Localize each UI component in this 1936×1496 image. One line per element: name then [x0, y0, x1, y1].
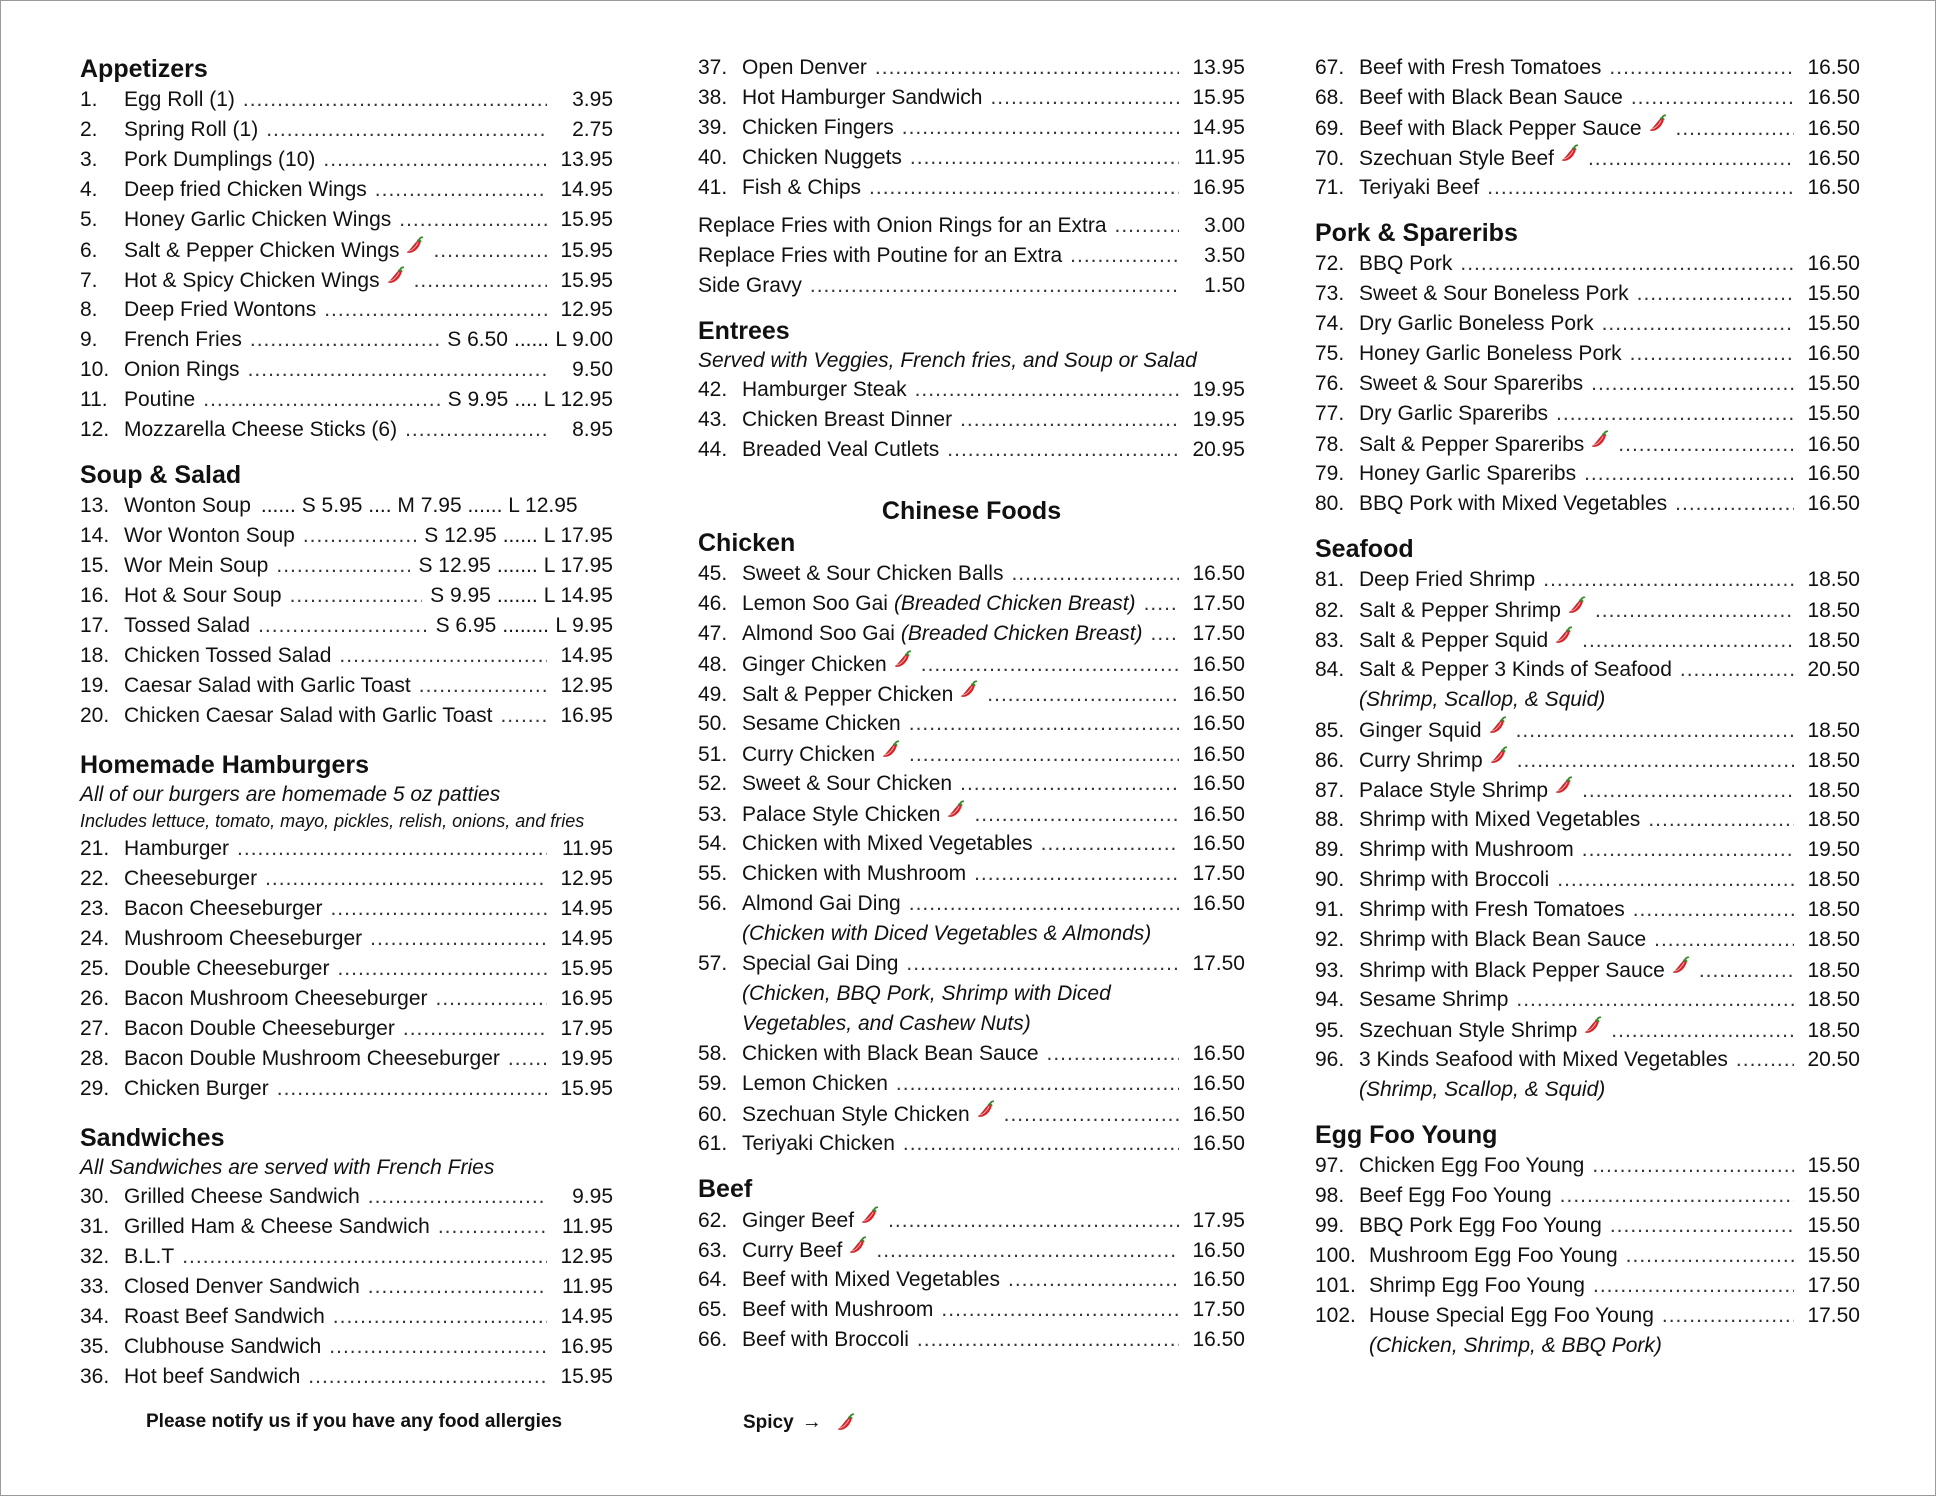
- chili-pepper-icon: [1552, 775, 1574, 797]
- section-title-sandwiches: Sandwiches: [80, 1124, 225, 1152]
- menu-column-right: [1315, 53, 1860, 1361]
- chili-pepper-icon: [957, 679, 979, 701]
- menu-item: 4. Deep fried Chicken Wings ..... 14.95: [80, 175, 613, 205]
- section-title-soup-salad: Soup & Salad: [80, 461, 242, 489]
- menu-item: 101. Shrimp Egg Foo Young ..... 17.50: [1315, 1271, 1860, 1301]
- chili-pepper-icon: [858, 1205, 880, 1227]
- menu-item: 32. B.L.T ..... 12.95: [80, 1242, 613, 1272]
- menu-item: 41. Fish & Chips ..... 16.95: [698, 173, 1245, 203]
- chinese-foods-title: Chinese Foods: [881, 497, 1062, 525]
- menu-item: 57. Special Gai Ding ..... 17.50: [698, 949, 1245, 979]
- menu-item: 34. Roast Beef Sandwich ..... 14.95: [80, 1302, 613, 1332]
- menu-item: 99. BBQ Pork Egg Foo Young ..... 15.50: [1315, 1211, 1860, 1241]
- menu-item: 6. Salt & Pepper Chicken Wings ..... 15.95: [80, 235, 613, 265]
- menu-item: 76. Sweet & Sour Spareribs ..... 15.50: [1315, 369, 1860, 399]
- chili-pepper-icon: [1558, 143, 1580, 165]
- menu-item: 15. Wor Mein Soup ..... S 12.95 ....... L 17.95: [80, 551, 613, 581]
- chili-pepper-icon: [1565, 595, 1587, 617]
- menu-item: 64. Beef with Mixed Vegetables ..... 16.50: [698, 1265, 1245, 1295]
- section-note: Served with Veggies, French fries, and Soup or Salad: [698, 349, 1197, 372]
- chili-pepper-icon: [1588, 429, 1610, 451]
- menu-item: 95. Szechuan Style Shrimp ..... 18.50: [1315, 1015, 1860, 1045]
- menu-item: 19. Caesar Salad with Garlic Toast ..... 12.95: [80, 671, 613, 701]
- menu-item: 66. Beef with Broccoli ..... 16.50: [698, 1325, 1245, 1355]
- menu-item: 7. Hot & Spicy Chicken Wings ..... 15.95: [80, 265, 613, 295]
- chili-pepper-icon: [1552, 625, 1574, 647]
- menu-column-middle: [698, 53, 1245, 1355]
- section-title-hamburgers: Homemade Hamburgers: [80, 751, 369, 779]
- allergy-note: Please notify us if you have any food allergies: [146, 1411, 563, 1432]
- item-description: (Chicken, Shrimp, & BBQ Pork): [1369, 1334, 1662, 1357]
- menu-item: 56. Almond Gai Ding ..... 16.50: [698, 889, 1245, 919]
- chili-pepper-icon: [1581, 1015, 1603, 1037]
- menu-item: 84. Salt & Pepper 3 Kinds of Seafood ..... 20.50: [1315, 655, 1860, 685]
- menu-item: 43. Chicken Breast Dinner ..... 19.95: [698, 405, 1245, 435]
- menu-item: 90. Shrimp with Broccoli ..... 18.50: [1315, 865, 1860, 895]
- menu-item: 14. Wor Wonton Soup ..... S 12.95 ...... L 17.95: [80, 521, 613, 551]
- menu-item: 96. 3 Kinds Seafood with Mixed Vegetables ..... 20.50: [1315, 1045, 1860, 1075]
- menu-item: 79. Honey Garlic Spareribs ..... 16.50: [1315, 459, 1860, 489]
- section-title-entrees: Entrees: [698, 317, 790, 345]
- menu-item: 85. Ginger Squid ..... 18.50: [1315, 715, 1860, 745]
- menu-item: 2. Spring Roll (1) ..... 2.75: [80, 115, 613, 145]
- menu-item: 52. Sweet & Sour Chicken ..... 16.50: [698, 769, 1245, 799]
- menu-item: 94. Sesame Shrimp ..... 18.50: [1315, 985, 1860, 1015]
- menu-item: 38. Hot Hamburger Sandwich ..... 15.95: [698, 83, 1245, 113]
- spicy-legend: [743, 1411, 856, 1434]
- arrow-right-icon: →: [801, 1411, 822, 1433]
- chili-pepper-icon: [834, 1412, 856, 1434]
- menu-item: 68. Beef with Black Bean Sauce ..... 16.50: [1315, 83, 1860, 113]
- menu-item: 65. Beef with Mushroom ..... 17.50: [698, 1295, 1245, 1325]
- menu-item: 86. Curry Shrimp ..... 18.50: [1315, 745, 1860, 775]
- extra-option: Side Gravy ..... 1.50: [698, 271, 1245, 301]
- menu-item: 98. Beef Egg Foo Young ..... 15.50: [1315, 1181, 1860, 1211]
- menu-item: 46. Lemon Soo Gai (Breaded Chicken Breast) ..... 17.50: [698, 589, 1245, 619]
- menu-item: 39. Chicken Fingers ..... 14.95: [698, 113, 1245, 143]
- menu-item: 48. Ginger Chicken ..... 16.50: [698, 649, 1245, 679]
- item-description: Vegetables, and Cashew Nuts): [742, 1012, 1031, 1035]
- menu-item: 74. Dry Garlic Boneless Pork ..... 15.50: [1315, 309, 1860, 339]
- chili-pepper-icon: [1646, 113, 1668, 135]
- menu-item: 40. Chicken Nuggets ..... 11.95: [698, 143, 1245, 173]
- menu-item: 49. Salt & Pepper Chicken ..... 16.50: [698, 679, 1245, 709]
- section-title-beef: Beef: [698, 1175, 753, 1203]
- menu-item: 47. Almond Soo Gai (Breaded Chicken Breast) ..... 17.50: [698, 619, 1245, 649]
- menu-item: 28. Bacon Double Mushroom Cheeseburger ..... 19.95: [80, 1044, 613, 1074]
- menu-item: 13. Wonton Soup ...... S 5.95 .... M 7.95 ...... L 12.95: [80, 494, 578, 517]
- item-description: (Shrimp, Scallop, & Squid): [1359, 1078, 1606, 1101]
- menu-item: 60. Szechuan Style Chicken ..... 16.50: [698, 1099, 1245, 1129]
- menu-item: 16. Hot & Sour Soup ..... S 9.95 ....... L 14.95: [80, 581, 613, 611]
- menu-item: 81. Deep Fried Shrimp ..... 18.50: [1315, 565, 1860, 595]
- menu-item: 77. Dry Garlic Spareribs ..... 15.50: [1315, 399, 1860, 429]
- menu-item: 69. Beef with Black Pepper Sauce ..... 16.50: [1315, 113, 1860, 143]
- menu-item: 44. Breaded Veal Cutlets ..... 20.95: [698, 435, 1245, 465]
- menu-item: 9. French Fries ..... S 6.50 ...... L 9.00: [80, 325, 613, 355]
- menu-item: 33. Closed Denver Sandwich ..... 11.95: [80, 1272, 613, 1302]
- chili-pepper-icon: [891, 649, 913, 671]
- menu-item: 82. Salt & Pepper Shrimp ..... 18.50: [1315, 595, 1860, 625]
- chili-pepper-icon: [1487, 745, 1509, 767]
- menu-item: 63. Curry Beef ..... 16.50: [698, 1235, 1245, 1265]
- menu-item: 37. Open Denver ..... 13.95: [698, 53, 1245, 83]
- extra-option: Replace Fries with Poutine for an Extra ..... 3.50: [698, 241, 1245, 271]
- menu-item: 12. Mozzarella Cheese Sticks (6) ..... 8.95: [80, 415, 613, 445]
- menu-item: 42. Hamburger Steak ..... 19.95: [698, 375, 1245, 405]
- menu-item: 97. Chicken Egg Foo Young ..... 15.50: [1315, 1151, 1860, 1181]
- section-title-pork: Pork & Spareribs: [1315, 219, 1518, 247]
- menu-item: 91. Shrimp with Fresh Tomatoes ..... 18.50: [1315, 895, 1860, 925]
- menu-item: 72. BBQ Pork ..... 16.50: [1315, 249, 1860, 279]
- menu-item: 24. Mushroom Cheeseburger ..... 14.95: [80, 924, 613, 954]
- section-note: All Sandwiches are served with French Fries: [80, 1156, 495, 1179]
- menu-item: 21. Hamburger ..... 11.95: [80, 834, 613, 864]
- item-description: (Chicken with Diced Vegetables & Almonds): [742, 922, 1152, 945]
- chili-pepper-icon: [974, 1099, 996, 1121]
- spicy-label: Spicy: [743, 1411, 794, 1433]
- menu-item: 73. Sweet & Sour Boneless Pork ..... 15.50: [1315, 279, 1860, 309]
- menu-item: 53. Palace Style Chicken ..... 16.50: [698, 799, 1245, 829]
- menu-item: 50. Sesame Chicken ..... 16.50: [698, 709, 1245, 739]
- chili-pepper-icon: [944, 799, 966, 821]
- menu-item: 70. Szechuan Style Beef ..... 16.50: [1315, 143, 1860, 173]
- menu-item: 83. Salt & Pepper Squid ..... 18.50: [1315, 625, 1860, 655]
- chili-pepper-icon: [1486, 715, 1508, 737]
- menu-column-left: [80, 53, 613, 1392]
- chili-pepper-icon: [1669, 955, 1691, 977]
- section-title-chicken: Chicken: [698, 529, 796, 557]
- menu-item: 26. Bacon Mushroom Cheeseburger ..... 16.95: [80, 984, 613, 1014]
- menu-item: 59. Lemon Chicken ..... 16.50: [698, 1069, 1245, 1099]
- menu-item: 11. Poutine ..... S 9.95 .... L 12.95: [80, 385, 613, 415]
- section-title-egg-foo-young: Egg Foo Young: [1315, 1121, 1498, 1149]
- menu-item: 8. Deep Fried Wontons ..... 12.95: [80, 295, 613, 325]
- item-description: (Chicken, BBQ Pork, Shrimp with Diced: [742, 982, 1111, 1005]
- menu-item: 3. Pork Dumplings (10) ..... 13.95: [80, 145, 613, 175]
- menu-item: 80. BBQ Pork with Mixed Vegetables ..... 16.50: [1315, 489, 1860, 519]
- menu-item: 87. Palace Style Shrimp ..... 18.50: [1315, 775, 1860, 805]
- section-note: All of our burgers are homemade 5 oz patties: [80, 783, 501, 806]
- chili-pepper-icon: [846, 1235, 868, 1257]
- section-title-appetizers: Appetizers: [80, 55, 208, 83]
- menu-item: 51. Curry Chicken ..... 16.50: [698, 739, 1245, 769]
- menu-item: 35. Clubhouse Sandwich ..... 16.95: [80, 1332, 613, 1362]
- menu-item: 75. Honey Garlic Boneless Pork ..... 16.50: [1315, 339, 1860, 369]
- menu-item: 5. Honey Garlic Chicken Wings ..... 15.95: [80, 205, 613, 235]
- menu-item: 22. Cheeseburger ..... 12.95: [80, 864, 613, 894]
- menu-item: 55. Chicken with Mushroom ..... 17.50: [698, 859, 1245, 889]
- menu-item: 93. Shrimp with Black Pepper Sauce ..... 18.50: [1315, 955, 1860, 985]
- chili-pepper-icon: [384, 265, 406, 287]
- chili-pepper-icon: [403, 235, 425, 257]
- menu-item: 58. Chicken with Black Bean Sauce ..... 16.50: [698, 1039, 1245, 1069]
- menu-item: 71. Teriyaki Beef ..... 16.50: [1315, 173, 1860, 203]
- menu-item: 100. Mushroom Egg Foo Young ..... 15.50: [1315, 1241, 1860, 1271]
- section-note: Includes lettuce, tomato, mayo, pickles, relish, onions, and fries: [80, 811, 585, 831]
- menu-item: 23. Bacon Cheeseburger ..... 14.95: [80, 894, 613, 924]
- menu-item: 61. Teriyaki Chicken ..... 16.50: [698, 1129, 1245, 1159]
- menu-item: 78. Salt & Pepper Spareribs ..... 16.50: [1315, 429, 1860, 459]
- menu-item: 62. Ginger Beef ..... 17.95: [698, 1205, 1245, 1235]
- extra-option: Replace Fries with Onion Rings for an Extra ..... 3.00: [698, 211, 1245, 241]
- menu-item: 45. Sweet & Sour Chicken Balls ..... 16.50: [698, 559, 1245, 589]
- menu-item: 27. Bacon Double Cheeseburger ..... 17.95: [80, 1014, 613, 1044]
- menu-item: 102. House Special Egg Foo Young ..... 17.50: [1315, 1301, 1860, 1331]
- section-title-seafood: Seafood: [1315, 535, 1414, 563]
- menu-item: 29. Chicken Burger ..... 15.95: [80, 1074, 613, 1104]
- item-description: (Shrimp, Scallop, & Squid): [1359, 688, 1606, 711]
- chili-pepper-icon: [879, 739, 901, 761]
- menu-item: 36. Hot beef Sandwich ..... 15.95: [80, 1362, 613, 1392]
- menu-item: 30. Grilled Cheese Sandwich ..... 9.95: [80, 1182, 613, 1212]
- menu-item: 92. Shrimp with Black Bean Sauce ..... 18.50: [1315, 925, 1860, 955]
- menu-item: 17. Tossed Salad ..... S 6.95 ........ L 9.95: [80, 611, 613, 641]
- menu-item: 20. Chicken Caesar Salad with Garlic Toast ..... 16.95: [80, 701, 613, 731]
- menu-item: 25. Double Cheeseburger ..... 15.95: [80, 954, 613, 984]
- menu-item: 18. Chicken Tossed Salad ..... 14.95: [80, 641, 613, 671]
- menu-item: 89. Shrimp with Mushroom ..... 19.50: [1315, 835, 1860, 865]
- menu-item: 54. Chicken with Mixed Vegetables ..... 16.50: [698, 829, 1245, 859]
- menu-item: 10. Onion Rings ..... 9.50: [80, 355, 613, 385]
- menu-item: 88. Shrimp with Mixed Vegetables ..... 18.50: [1315, 805, 1860, 835]
- menu-item: 67. Beef with Fresh Tomatoes ..... 16.50: [1315, 53, 1860, 83]
- menu-item: 1. Egg Roll (1) ..... 3.95: [80, 85, 613, 115]
- menu-item: 31. Grilled Ham & Cheese Sandwich ..... 11.95: [80, 1212, 613, 1242]
